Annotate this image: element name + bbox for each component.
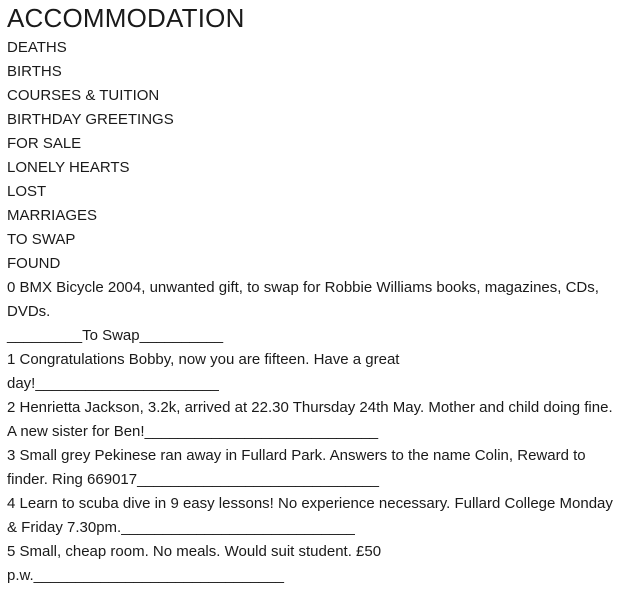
category-list — [7, 36, 633, 276]
ad-0-answer: _________To Swap__________ — [7, 327, 224, 344]
category-item: FOUND — [7, 255, 61, 272]
ads-list — [7, 276, 633, 588]
ad-0: 0 BMX Bicycle 2004, unwanted gift, to swap for Robbie Williams books, magazines, CDs, DVDs. — [7, 279, 599, 320]
category-item: DEATHS — [7, 39, 67, 56]
category-item: LONELY HEARTS — [7, 159, 130, 176]
ad-2: 2 Henrietta Jackson, 3.2k, arrived at 22.30 Thursday 24th May. Mother and child doing fine. A new sister for Ben!____________________________ — [7, 399, 613, 440]
ad-1: 1 Congratulations Bobby, now you are fifteen. Have a great day!______________________ — [7, 351, 400, 392]
ad-5: 5 Small, cheap room. No meals. Would suit student. £50 p.w.______________________________ — [7, 543, 382, 584]
category-item: LOST — [7, 183, 47, 200]
category-item: FOR SALE — [7, 135, 82, 152]
category-item: MARRIAGES — [7, 207, 98, 224]
category-item: TO SWAP — [7, 231, 76, 248]
category-item: BIRTHS — [7, 63, 62, 80]
page-title: ACCOMMODATION — [7, 3, 245, 33]
category-item: COURSES & TUITION — [7, 87, 160, 104]
ad-4: 4 Learn to scuba dive in 9 easy lessons! No experience necessary. Fullard College Monday & Friday 7.30pm.____________________________ — [7, 495, 613, 536]
category-item: BIRTHDAY GREETINGS — [7, 111, 174, 128]
ad-3: 3 Small grey Pekinese ran away in Fullard Park. Answers to the name Colin, Reward to finder. Ring 669017_____________________________ — [7, 447, 586, 488]
